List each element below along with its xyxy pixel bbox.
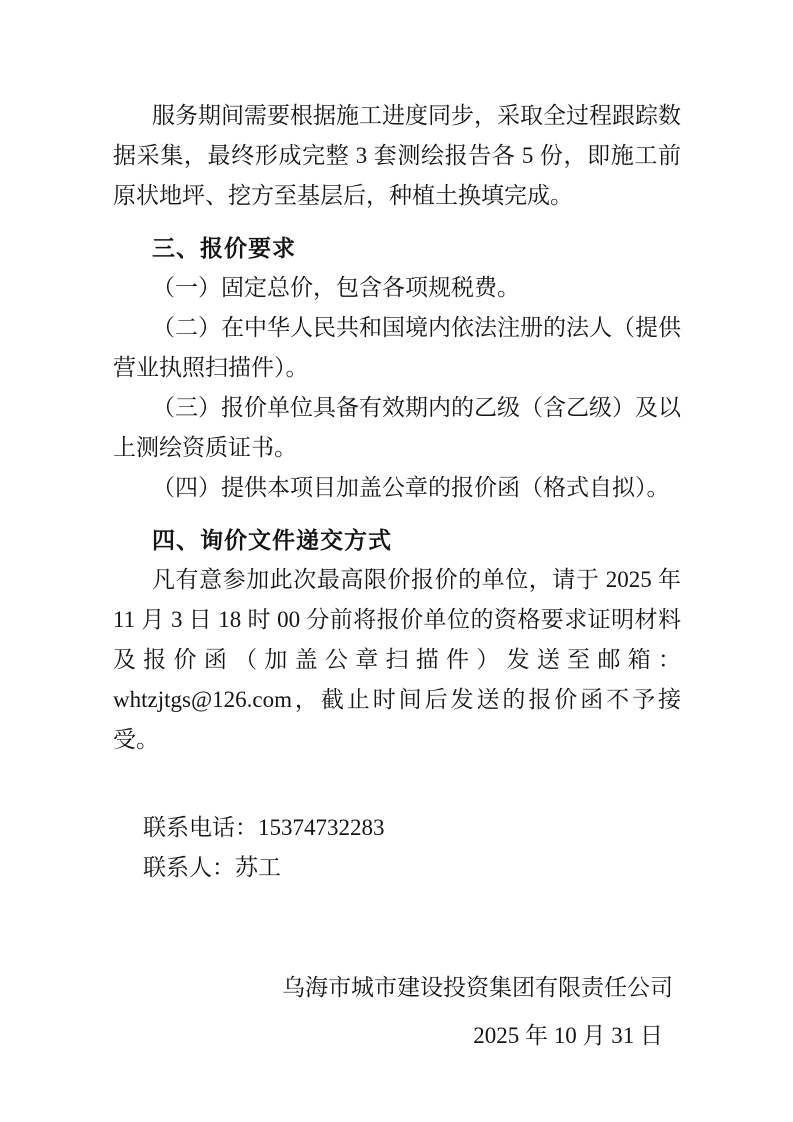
paragraph-submission-instructions: 凡有意参加此次最高限价报价的单位，请于 2025 年 11 月 3 日 18 时 00 分前将报价单位的资格要求证明材料及报价函（加盖公章扫描件）发送至邮箱：whtzjtgs@126.com，截止时间后发送的报价函不予接受。 — [113, 567, 681, 752]
paragraph-service-requirements: 服务期间需要根据施工进度同步，采取全过程跟踪数据采集，最终形成完整 3 套测绘报告各 5 份，即施工前原状地坪、挖方至基层后，种植土换填完成。 — [113, 103, 681, 208]
signature-block — [113, 968, 681, 1056]
heading-submission-method: 四、询价文件递交方式 — [152, 527, 392, 553]
paragraph-fixed-total-price: （一）固定总价，包含各项规税费。 — [152, 275, 520, 300]
paragraph-registered-legal-entity: （二）在中华人民共和国境内依法注册的法人（提供营业执照扫描件）。 — [113, 315, 681, 380]
contact-person: 联系人：苏工 — [143, 855, 281, 880]
paragraph-surveying-qualification: （三）报价单位具备有效期内的乙级（含乙级）及以上测绘资质证书。 — [113, 395, 681, 460]
signature-date: 2025 年 10 月 31 日 — [473, 1023, 663, 1048]
heading-quotation-requirements: 三、报价要求 — [152, 235, 296, 261]
contact-block — [113, 808, 681, 888]
contact-phone: 联系电话：15374732283 — [143, 815, 385, 840]
signature-company: 乌海市城市建设投资集团有限责任公司 — [282, 975, 673, 1000]
paragraph-sealed-quotation-letter: （四）提供本项目加盖公章的报价函（格式自拟）。 — [152, 475, 670, 500]
